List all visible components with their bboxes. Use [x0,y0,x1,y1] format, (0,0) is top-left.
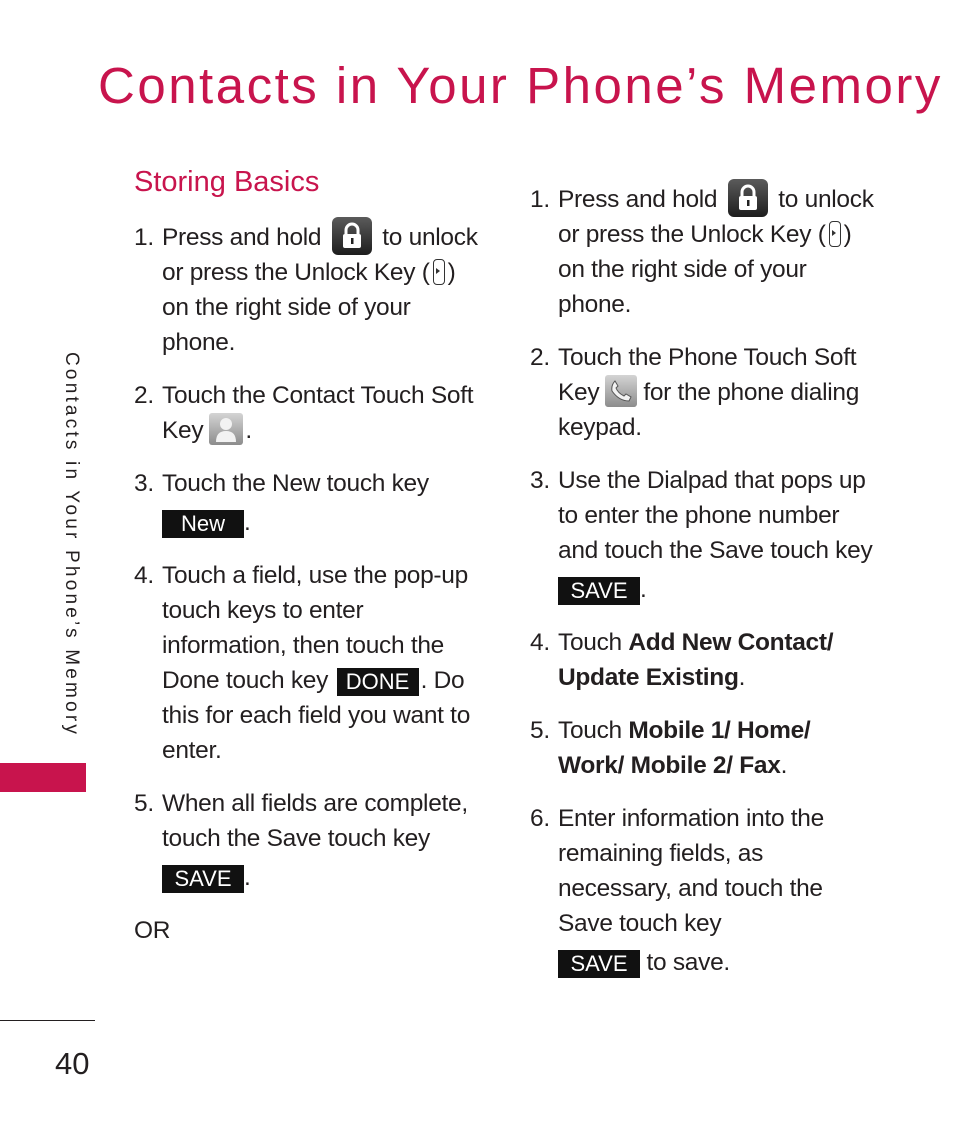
right-step-6 [530,801,880,980]
footer-rule [0,1020,95,1021]
side-unlock-key-icon [433,259,445,285]
step-number: 3. [530,467,550,494]
step-text: Use the Dialpad that pops up to enter the phone number and touch the Save touch key [558,467,873,564]
phone-touch-key-icon [605,375,637,407]
sidebar-chapter-label: Contacts in Your Phone’s Memory [61,352,82,738]
step-text: . [245,417,252,444]
step-text: Touch [558,717,622,744]
step-number: 4. [134,562,154,589]
done-touch-key: DONE [337,668,419,696]
right-step-2 [530,340,880,445]
section-heading: Storing Basics [134,166,320,198]
lock-icon [332,217,372,255]
step-text: . [780,752,788,779]
left-step-3 [134,466,484,540]
step-text: Touch the New touch key [162,470,429,497]
key-line [558,945,880,980]
step-text: . Do this for each field you want to enter. [162,667,471,764]
step-text: . [244,509,251,536]
page-title: Contacts in Your Phone’s Memory [98,57,943,114]
contact-touch-key-icon [209,413,243,445]
lock-icon [728,179,768,217]
step-number: 2. [530,344,550,371]
option-label: Mobile 1/ Home/ Work/ Mobile 2/ Fax [558,717,811,779]
or-label: OR [134,917,171,944]
step-text: Touch [558,629,622,656]
save-touch-key: SAVE [558,577,640,605]
step-text: Touch the Contact Touch Soft Key [162,382,474,444]
right-step-5 [530,713,880,783]
step-text: to save. [646,949,730,976]
page-number: 40 [55,1046,90,1081]
left-step-2 [134,378,484,448]
step-text: . [244,864,251,891]
step-number: 5. [134,790,154,817]
step-text: to unlock or press the Unlock Key ( [558,186,874,248]
option-label: Add New Contact/ Update Existing [558,629,834,691]
step-text: Touch the Phone Touch Soft Key [558,344,857,406]
step-text: . [738,664,746,691]
step-number: 1. [530,186,550,213]
step-number: 1. [134,224,154,251]
key-line [162,860,484,895]
step-text: When all fields are complete, touch the Save touch key [162,790,468,852]
side-unlock-key-icon [829,221,841,247]
key-line [558,572,880,607]
step-text: Press and hold [162,224,322,251]
step-text: . [640,576,647,603]
step-number: 5. [530,717,550,744]
step-text: Enter information into the remaining fields, as necessary, and touch the Save touch key [558,805,824,937]
left-step-5 [134,786,484,895]
left-column [134,220,484,948]
save-touch-key: SAVE [162,865,244,893]
step-text: to unlock or press the Unlock Key ( [162,224,478,286]
step-text: ) on the right side of your phone. [558,221,852,318]
step-number: 4. [530,629,550,656]
chapter-tab-marker [0,763,86,792]
step-number: 6. [530,805,550,832]
save-touch-key: SAVE [558,950,640,978]
right-step-1 [530,182,880,322]
left-step-4 [134,558,484,768]
step-number: 2. [134,382,154,409]
step-text: ) on the right side of your phone. [162,259,456,356]
right-step-3 [530,463,880,607]
step-text: Press and hold [558,186,718,213]
right-column [530,182,880,998]
new-touch-key: New [162,510,244,538]
key-line [162,505,484,540]
left-step-1 [134,220,484,360]
right-step-4 [530,625,880,695]
step-text: for the phone dialing keypad. [558,379,860,441]
step-number: 3. [134,470,154,497]
step-text: Touch a field, use the pop-up touch keys to enter information, then touch the Done touch key [162,562,468,694]
